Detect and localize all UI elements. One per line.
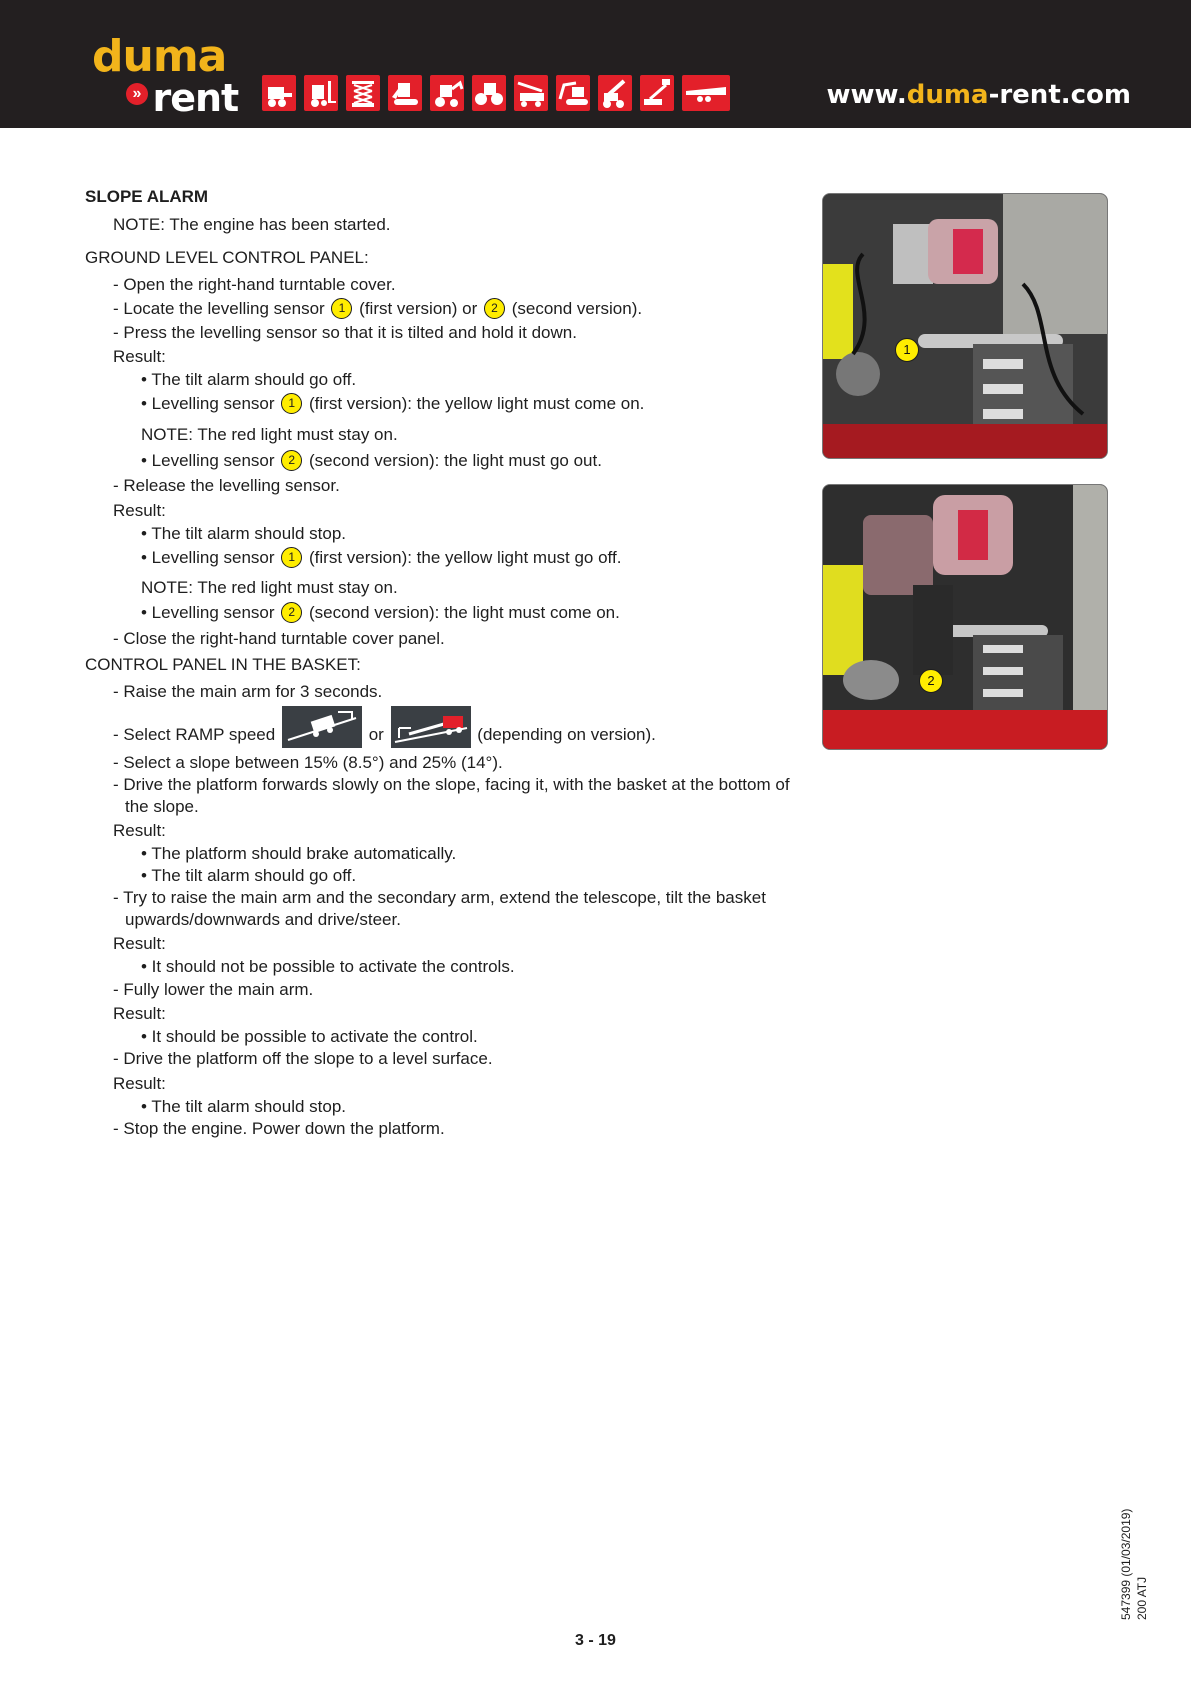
callout-2: 2 <box>919 669 943 693</box>
result-controls-blocked: • It should not be possible to activate the controls. <box>141 957 515 976</box>
result-sensor2-on <box>141 602 620 624</box>
note-red-light: NOTE: The red light must stay on. <box>141 578 398 597</box>
telehandler-icon <box>598 75 632 111</box>
step-select-ramp <box>113 706 656 748</box>
locate-text-b: (first version) or <box>359 299 478 318</box>
trailer-icon <box>682 75 730 111</box>
step-press-sensor: - Press the levelling sensor so that it is tilted and hold it down. <box>113 323 577 342</box>
document-code <box>1118 1509 1150 1620</box>
locate-text-c: (second version). <box>511 299 643 318</box>
step-raise-arm: - Raise the main arm for 3 seconds. <box>113 682 383 701</box>
result-text: (first version): the yellow light must come on. <box>309 394 645 413</box>
step-close-cover: - Close the right-hand turntable cover panel. <box>113 629 445 648</box>
basket-panel-heading: CONTROL PANEL IN THE BASKET: <box>85 655 361 674</box>
step-release-sensor: - Release the levelling sensor. <box>113 476 340 495</box>
marker-1: 1 <box>281 547 302 568</box>
result-text: (first version): the yellow light must go off. <box>309 548 622 567</box>
result-sensor2-out <box>141 450 602 472</box>
result-brake: • The platform should brake automatically. <box>141 844 457 863</box>
step-stop-engine: - Stop the engine. Power down the platform. <box>113 1119 445 1138</box>
excavator-icon <box>556 75 590 111</box>
result-label: Result: <box>113 501 166 520</box>
result-label: Result: <box>113 347 166 366</box>
page-number: 3 - 19 <box>575 1632 616 1649</box>
marker-2: 2 <box>281 450 302 471</box>
result-alarm-stop: • The tilt alarm should stop. <box>141 1097 347 1116</box>
chevron-icon: » <box>126 83 148 105</box>
marker-1: 1 <box>281 393 302 414</box>
ramp-text-a: - Select RAMP speed <box>113 725 276 744</box>
skid-steer-icon <box>262 75 296 111</box>
result-text: • Levelling sensor <box>141 451 275 470</box>
result-controls-active: • It should be possible to activate the control. <box>141 1027 478 1046</box>
website-accent: duma <box>906 80 989 110</box>
duma-rent-logo <box>92 31 242 120</box>
website-suffix: -rent.com <box>988 80 1131 110</box>
result-label: Result: <box>113 821 166 840</box>
result-text: • Levelling sensor <box>141 603 275 622</box>
note-engine-started: NOTE: The engine has been started. <box>113 215 391 234</box>
step-select-slope: - Select a slope between 15% (8.5°) and 25% (14°). <box>113 753 503 772</box>
boom-lift-icon <box>640 75 674 111</box>
result-text: • Levelling sensor <box>141 548 275 567</box>
forklift-icon <box>304 75 338 111</box>
logo-duma-text: duma <box>92 31 227 82</box>
result-text: (second version): the light must go out. <box>309 451 602 470</box>
truck-crane-icon <box>514 75 548 111</box>
marker-2: 2 <box>281 602 302 623</box>
ramp-speed-button-v2-icon <box>391 706 471 748</box>
note-red-light: NOTE: The red light must stay on. <box>141 425 398 444</box>
model-text: 200 ATJ <box>1135 1576 1149 1620</box>
scissor-lift-icon <box>346 75 380 111</box>
sensor-photo-first-version <box>822 193 1108 459</box>
result-label: Result: <box>113 934 166 953</box>
logo-rent-row <box>126 76 238 120</box>
step-drive-forward: - Drive the platform forwards slowly on the slope, facing it, with the basket at the bottom of the slope. <box>113 775 790 816</box>
step-locate-sensor <box>113 298 642 320</box>
ramp-speed-button-v1-icon <box>282 706 362 748</box>
mini-loader-icon <box>388 75 422 111</box>
section-title: SLOPE ALARM <box>85 187 209 206</box>
result-label: Result: <box>113 1004 166 1023</box>
ground-panel-heading: GROUND LEVEL CONTROL PANEL: <box>85 248 369 267</box>
result-text: (second version): the light must come on. <box>309 603 620 622</box>
ramp-text-b: (depending on version). <box>477 725 656 744</box>
result-sensor1-off <box>141 547 621 569</box>
marker-1: 1 <box>331 298 352 319</box>
callout-1: 1 <box>895 338 919 362</box>
locate-text-a: - Locate the levelling sensor <box>113 299 325 318</box>
logo-rent-text: rent <box>152 76 239 120</box>
page-header <box>0 0 1191 128</box>
sensor-photo-second-version <box>822 484 1108 750</box>
ramp-text-or: or <box>368 725 384 744</box>
result-label: Result: <box>113 1074 166 1093</box>
website-prefix: www. <box>826 80 907 110</box>
step-drive-off: - Drive the platform off the slope to a level surface. <box>113 1049 493 1068</box>
marker-2: 2 <box>484 298 505 319</box>
step-open-cover: - Open the right-hand turntable cover. <box>113 275 396 294</box>
compactor-icon <box>472 75 506 111</box>
website-url[interactable] <box>827 80 1131 110</box>
step-lower-arm: - Fully lower the main arm. <box>113 980 314 999</box>
backhoe-icon <box>430 75 464 111</box>
result-alarm-on: • The tilt alarm should go off. <box>141 866 357 885</box>
result-alarm-stop: • The tilt alarm should stop. <box>141 524 347 543</box>
step-try-controls: - Try to raise the main arm and the secondary arm, extend the telescope, tilt the basket upwards/downwards and drive/steer. <box>113 888 766 929</box>
result-sensor1-on <box>141 393 644 415</box>
doc-code-text: 547399 (01/03/2019) <box>1119 1508 1133 1620</box>
result-alarm-on: • The tilt alarm should go off. <box>141 370 357 389</box>
result-text: • Levelling sensor <box>141 394 275 413</box>
